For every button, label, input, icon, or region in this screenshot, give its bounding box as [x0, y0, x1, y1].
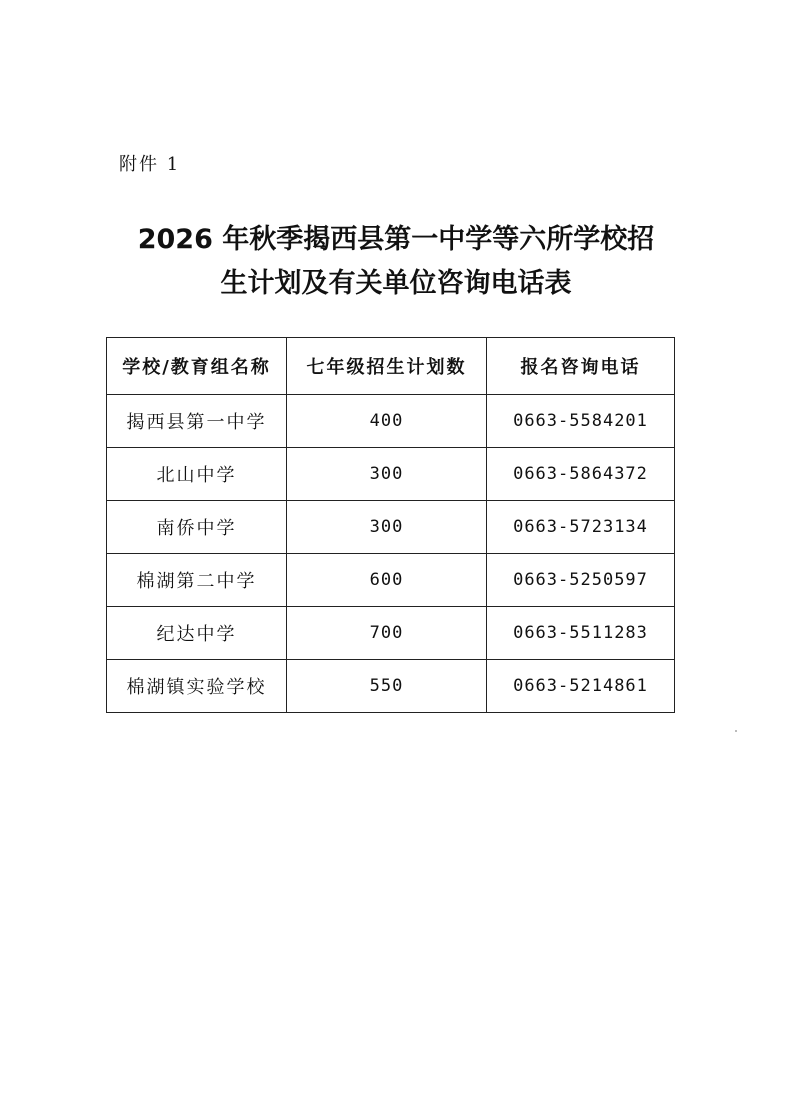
phone-number: 0663-5511283: [487, 607, 675, 660]
plan-count: 400: [287, 395, 487, 448]
plan-count: 550: [287, 660, 487, 713]
table-row: [107, 554, 675, 607]
school-name: 北山中学: [107, 448, 287, 501]
title-line-1: 2026 年秋季揭西县第一中学等六所学校招: [137, 224, 655, 255]
school-name: 揭西县第一中学: [107, 395, 287, 448]
school-name: 南侨中学: [107, 501, 287, 554]
scan-speck: [735, 730, 737, 732]
phone-number: 0663-5584201: [487, 395, 675, 448]
school-name: 棉湖第二中学: [107, 554, 287, 607]
table-header-row: [107, 338, 675, 395]
title-line-2: 生计划及有关单位咨询电话表: [220, 268, 572, 299]
header-school: 学校/教育组名称: [107, 338, 287, 395]
table-row: [107, 448, 675, 501]
school-name: 纪达中学: [107, 607, 287, 660]
attachment-label: 附件 1: [119, 154, 181, 175]
plan-count: 300: [287, 448, 487, 501]
phone-number: 0663-5723134: [487, 501, 675, 554]
phone-number: 0663-5864372: [487, 448, 675, 501]
plan-count: 600: [287, 554, 487, 607]
table-row: [107, 660, 675, 713]
enrollment-table: [106, 337, 675, 713]
page-title: [0, 218, 792, 306]
header-phone: 报名咨询电话: [487, 338, 675, 395]
plan-count: 700: [287, 607, 487, 660]
plan-count: 300: [287, 501, 487, 554]
table-row: [107, 501, 675, 554]
table-row: [107, 395, 675, 448]
school-name: 棉湖镇实验学校: [107, 660, 287, 713]
phone-number: 0663-5214861: [487, 660, 675, 713]
phone-number: 0663-5250597: [487, 554, 675, 607]
header-plan: 七年级招生计划数: [287, 338, 487, 395]
table-row: [107, 607, 675, 660]
